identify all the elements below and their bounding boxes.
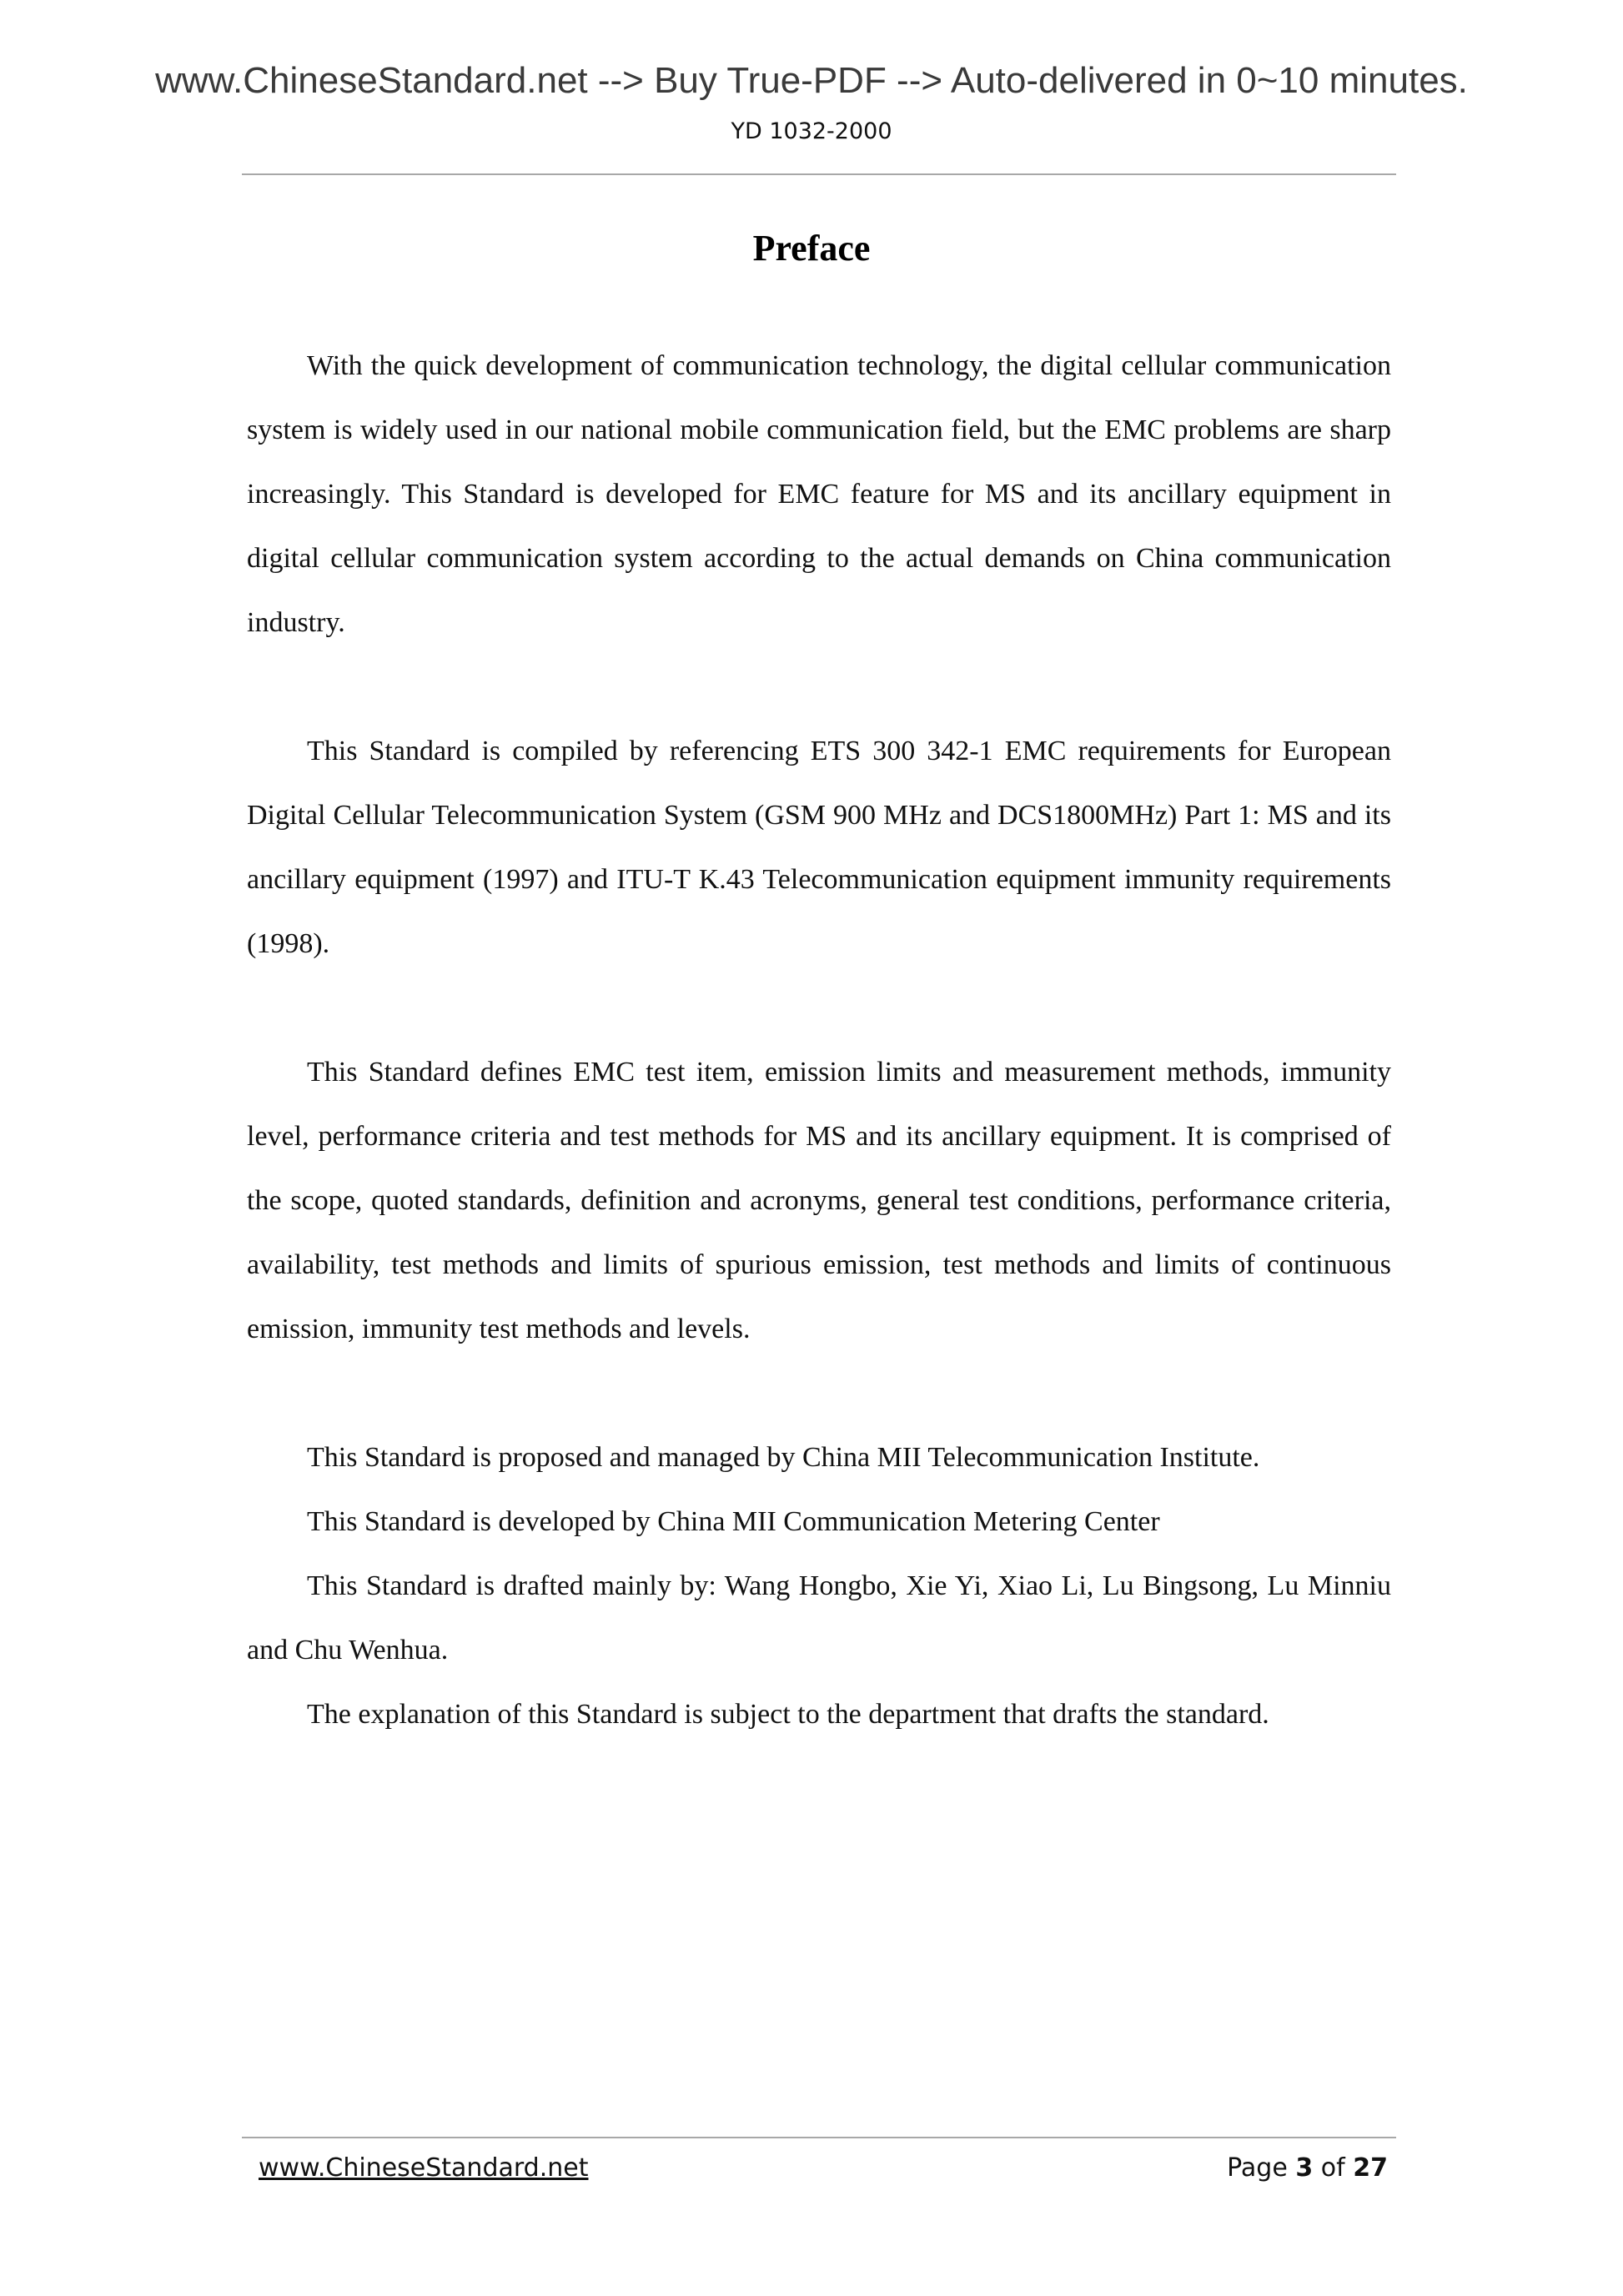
header-divider (242, 173, 1396, 175)
page-title: Preface (752, 228, 871, 269)
page-of: of (1320, 2153, 1345, 2183)
footer-divider (242, 2137, 1396, 2138)
paragraph-explanation: The explanation of this Standard is subject to the department that drafts the standard. (307, 1699, 1269, 1730)
paragraph-intro: With the quick development of communication technology, the digital cellular communication system is widely used in our national mobile communication field, but the EMC problems are sharp increasingly. This Standard is developed for EMC feature for MS and its ancillary equipment in digital cellular communication system according to the actual demands on China communication industry. (247, 350, 1391, 638)
page-label: Page (1227, 2153, 1288, 2183)
footer-site-link[interactable]: www.ChineseStandard.net (259, 2153, 589, 2183)
page-total: 27 (1353, 2153, 1388, 2183)
paragraph-references: This Standard is compiled by referencing ETS 300 342-1 EMC requirements for European Digital Cellular Telecommunication System (GSM 900 MHz and DCS1800MHz) Part 1: MS and its ancillary equipment (1997) and ITU-T K.43 Telecommunication equipment immunity requirements (1998). (247, 736, 1391, 959)
paragraph-scope: This Standard defines EMC test item, emission limits and measurement methods, immunity level, performance criteria and test methods for MS and its ancillary equipment. It is comprised of the scope, quoted standards, definition and acronyms, general test conditions, performance criteria, availability, test methods and limits of spurious emission, test methods and limits of continuous emission, immunity test methods and levels. (247, 1057, 1391, 1344)
paragraph-drafted-by: This Standard is drafted mainly by: Wang Hongbo, Xie Yi, Xiao Li, Lu Bingsong, Lu Minniu and Chu Wenhua. (247, 1570, 1391, 1665)
header-banner: www.ChineseStandard.net --> Buy True-PDF --> Auto-delivered in 0~10 minutes. (155, 60, 1468, 101)
page-counter (1227, 2153, 1388, 2183)
paragraph-proposed-by: This Standard is proposed and managed by China MII Telecommunication Institute. (307, 1442, 1260, 1473)
page-current: 3 (1295, 2153, 1314, 2183)
paragraph-developed-by: This Standard is developed by China MII Communication Metering Center (307, 1506, 1160, 1537)
document-code: YD 1032-2000 (731, 118, 892, 144)
preface-body (247, 334, 1391, 1746)
